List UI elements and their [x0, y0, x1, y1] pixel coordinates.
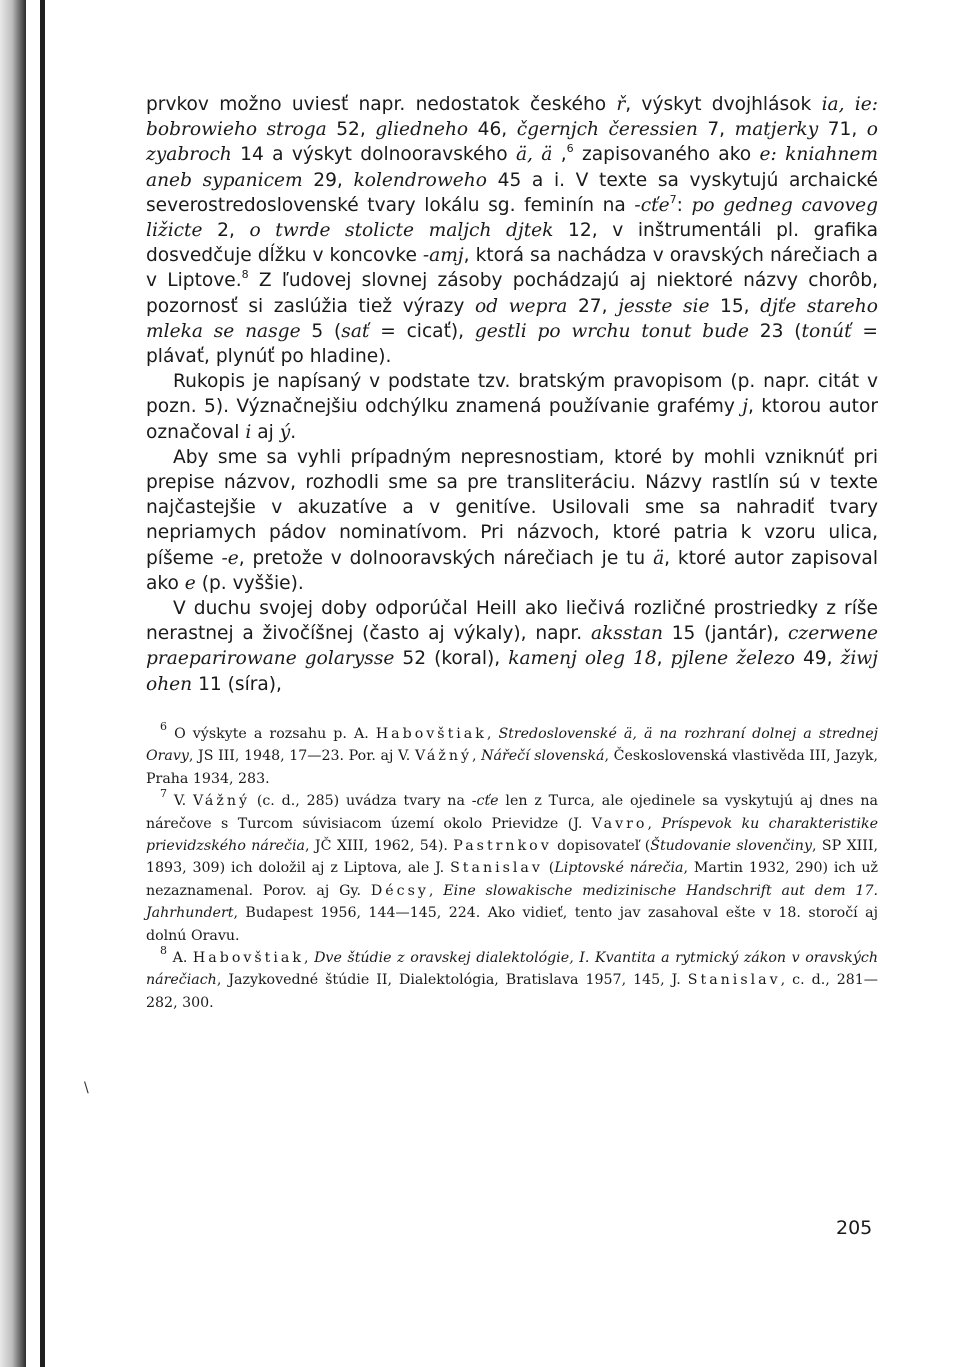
text-span: (c. d., 285) uvádza tvary na: [249, 793, 472, 810]
italic-span: e: kniahnem aneb sypanicem: [146, 144, 879, 191]
page-content: [146, 92, 878, 1014]
text-span: (p. vyššie).: [195, 572, 304, 594]
text-span: , pretože v dolnooravských nárečiach je tu: [238, 547, 654, 569]
italic-span: čgernjch čeressien: [516, 119, 698, 141]
author-name: Stanislav: [450, 860, 543, 877]
footnote-ref: 7: [160, 787, 167, 801]
author-name: Stanislav: [687, 972, 781, 989]
text-span: 46,: [468, 119, 517, 141]
italic-span: -cťe: [634, 194, 670, 216]
text-span: , Československá vlastivěda III, Jazyk, Praha 1934, 283.: [146, 748, 878, 787]
italic-span: matjerky: [734, 119, 819, 141]
italic-span: -amj: [422, 245, 464, 267]
author-name: Vážný: [192, 793, 250, 810]
italic-span: sať: [341, 320, 370, 342]
text-span: 71,: [818, 119, 867, 141]
text-span: 52,: [326, 119, 376, 141]
footnote-ref: 6: [160, 719, 167, 733]
italic-span: ř: [616, 94, 626, 115]
italic-span: Nářečí slovenská: [481, 748, 605, 765]
text-span: 12, v inštrumentáli pl. grafika dosvedčuje dĺžku v koncovke: [146, 220, 878, 267]
italic-span: -e: [221, 547, 239, 569]
italic-span: djťe stareho mleka se nasge: [146, 295, 878, 342]
italic-span: aksstan: [590, 623, 663, 645]
gutter-line: [40, 0, 45, 1367]
text-span: = cicať),: [369, 320, 475, 342]
body-paragraph: [146, 369, 878, 445]
text-span: [625, 648, 633, 669]
italic-span: -cťe: [471, 793, 499, 810]
text-span: , JČ XIII, 1962, 54).: [305, 837, 454, 854]
text-span: aj: [251, 421, 280, 443]
margin-mark: \: [84, 1080, 89, 1096]
italic-span: Liptovské nárečia: [554, 860, 684, 877]
body-paragraph: [146, 445, 878, 596]
text-span: , SP XIII, 1893, 309) ich doložil aj z Liptova, ale J.: [146, 837, 879, 877]
text-span: 15,: [709, 295, 761, 317]
italic-span: kolendroweho: [353, 169, 487, 191]
italic-span: o twrde stolicte maljch djtek: [249, 220, 554, 242]
text-span: , ktorá sa nachádza v oravských nárečiach a v Liptove.: [146, 245, 878, 292]
body-paragraph: [146, 596, 878, 697]
footnote: [146, 719, 878, 790]
italic-span: ä: [653, 547, 665, 569]
text-span: 5 (: [300, 320, 342, 342]
text-span: , JS III, 1948, 17—23. Por. aj V.: [188, 748, 415, 765]
text-span: A.: [167, 949, 193, 966]
footnote: [146, 943, 878, 1014]
page-number: 205: [836, 1217, 873, 1239]
italic-span: ia, ie: bobrowieho stroga: [146, 94, 878, 141]
italic-span: ý: [279, 421, 291, 443]
italic-span: gliedneho: [375, 119, 469, 141]
text-span: prvkov možno uviesť napr. nedostatok českého: [146, 94, 617, 115]
text-span: (: [542, 860, 555, 877]
text-span: .: [290, 421, 297, 443]
italic-span: o zyabroch: [146, 119, 878, 166]
author-name: Vážný: [414, 748, 472, 765]
italic-span: 18: [633, 648, 657, 670]
italic-span: gestli po wrchu tonut bude: [474, 320, 749, 342]
italic-span: Dve štúdie z oravskej dialektológie, I. Kvantita a rytmický zákon v oravských nárečiach: [146, 949, 878, 989]
body-text: [146, 92, 878, 697]
italic-span: Študovanie slovenčiny: [650, 837, 812, 854]
text-span: ,: [552, 144, 567, 166]
text-span: 27,: [567, 295, 619, 317]
text-span: ,: [428, 882, 444, 899]
text-span: Aby sme sa vyhli prípadným nepresnostiam, ktoré by mohli vzniknúť pri prepise názvov, rozhodli sme sa pre transliteráciu. Názvy rastlín sú v texte najčastejšie v akuzatíve a v genitíve. Usilovali sme sa nahradiť tvary nepriamych pádov nominatívom. Pri názvoch, ktoré patria k vzoru ulica, píšeme: [146, 446, 878, 569]
italic-span: i: [245, 421, 252, 443]
author-name: Pastrnkov: [453, 837, 552, 854]
italic-span: Príspevok ku charakteristike prievidzského nárečia: [146, 815, 878, 854]
text-span: len z Turca, ale ojedinele sa vyskytujú aj dnes na nárečove s Turcom súvisiacom území okolo Prievidze (J.: [146, 793, 878, 832]
author-name: Habovštiak: [192, 949, 304, 966]
text-span: = plávať, plynúť po hladine).: [146, 320, 878, 368]
text-span: , výskyt dvojhlások: [625, 94, 822, 115]
text-span: V duchu svojej doby odporúčal Heill ako liečivá rozličné prostriedky z ríše nerastnej a živočíšnej (často aj výkaly), napr.: [146, 598, 878, 645]
text-span: ,: [647, 815, 662, 832]
text-span: , Martin 1932, 290) ich už nezaznamenal. Porov. aj Gy.: [146, 860, 879, 899]
text-span: 2,: [202, 220, 250, 242]
footnote-ref: 8: [241, 268, 249, 282]
text-span: 49,: [794, 648, 841, 670]
italic-span: žiwj ohen: [146, 648, 878, 695]
text-span: ,: [303, 949, 315, 966]
text-span: 29,: [302, 169, 354, 191]
text-span: ,: [656, 648, 671, 670]
italic-span: pjlene železo: [670, 648, 795, 670]
italic-span: czerwene praeparirowane golarysse: [146, 623, 878, 670]
italic-span: Eine slowakische medizinische Handschrift aut dem 17. Jahrhundert: [146, 882, 878, 922]
text-span: Rukopis je napísaný v podstate tzv. bratským pravopisom (p. napr. citát v pozn. 5). Význačnejšiu odchýlku znamená používanie grafémy: [146, 371, 878, 418]
text-span: 52 (koral),: [394, 648, 509, 670]
text-span: ,: [486, 725, 499, 742]
text-span: , ktoré autor zapisoval ako: [146, 547, 878, 594]
text-span: 45 a i. V texte sa vyskytujú archaické severostredoslovenské tvary lokálu sg. feminín na: [146, 169, 878, 216]
text-span: , Budapest 1956, 144—145, 224. Ako vidieť, tento jav zasahoval ešte v 18. storočí aj dolnú Oravu.: [146, 905, 878, 944]
italic-span: e: [184, 572, 196, 594]
footnotes: [146, 719, 879, 1014]
italic-span: Stredoslovenské ä, ä na rozhraní dolnej a strednej Oravy: [146, 725, 878, 765]
text-span: 23 (: [749, 320, 802, 342]
text-span: 15 (jantár),: [662, 623, 788, 645]
footnote: [146, 787, 879, 947]
text-span: O výskyte a rozsahu p. A.: [167, 725, 376, 742]
italic-span: j: [742, 396, 749, 418]
italic-span: ä, ä: [515, 144, 553, 166]
text-span: V.: [167, 793, 193, 810]
book-spine-shadow: [0, 0, 26, 1367]
italic-span: od wepra: [474, 295, 568, 317]
text-span: ,: [471, 748, 482, 765]
text-span: , ktorou autor označoval: [146, 396, 878, 443]
footnote-ref: 7: [669, 192, 677, 206]
author-name: Habovštiak: [375, 725, 487, 742]
text-span: :: [676, 194, 692, 216]
text-span: dopisovateľ (: [551, 837, 651, 854]
text-span: 7,: [697, 119, 735, 141]
text-span: Z ľudovej slovnej zásoby pochádzajú aj niektoré názvy chorôb, pozornosť si zaslúžia tiež výrazy: [146, 270, 878, 317]
italic-span: po gedneg cavoveg ližicte: [146, 194, 878, 242]
italic-span: tonúť: [801, 320, 852, 342]
text-span: , c. d., 281—282, 300.: [146, 972, 878, 1011]
text-span: 11 (síra),: [192, 673, 282, 695]
footnote-ref: 8: [160, 943, 167, 957]
footnote-ref: 6: [566, 142, 574, 156]
text-span: 14 a výskyt dolnooravského: [231, 144, 516, 166]
italic-span: jesste sie: [618, 295, 710, 317]
text-span: zapisovaného ako: [573, 144, 760, 166]
author-name: Décsy: [370, 882, 429, 899]
body-paragraph: [146, 92, 878, 369]
italic-span: kamenj oleg: [508, 648, 625, 670]
author-name: Vavro: [591, 815, 648, 832]
text-span: , Jazykovedné štúdie II, Dialektológia, Bratislava 1957, 145, J.: [216, 972, 688, 989]
